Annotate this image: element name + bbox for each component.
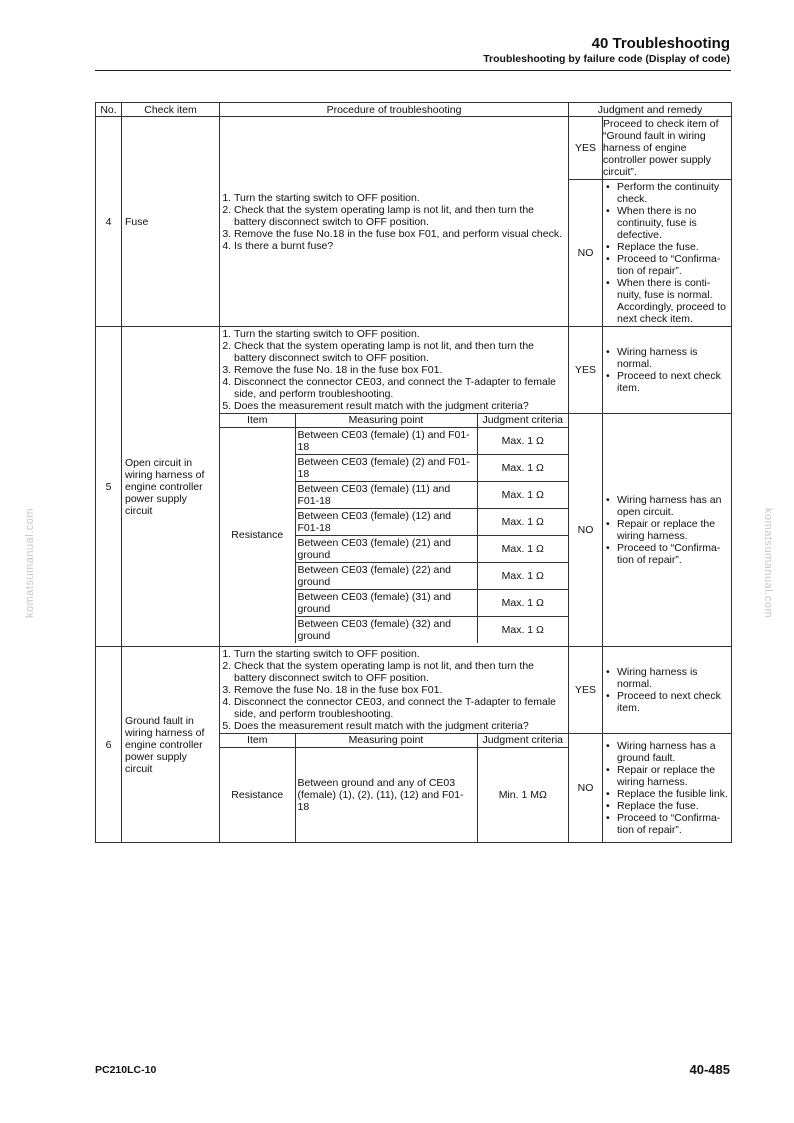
measuring-point: Between CE03 (female) (21) and ground [295, 535, 477, 562]
measuring-point: Between CE03 (female) (11) and F01-18 [295, 481, 477, 508]
measurement-header-row [220, 414, 568, 427]
row5-no-label: NO [569, 414, 603, 647]
table-row-5 [96, 327, 732, 414]
row6-no-label: NO [569, 734, 603, 843]
row5-no-remedy [603, 414, 732, 647]
row5-step: 1. Turn the starting switch to OFF position. [234, 328, 566, 340]
measurement-header-item: Item [220, 414, 295, 427]
row5-measurement-table-cell [220, 414, 569, 647]
row4-step: 3. Remove the fuse No.18 in the fuse box F01, and perform visual check. [234, 228, 566, 240]
measuring-point: Between CE03 (female) (32) and ground [295, 616, 477, 643]
header-rule [95, 70, 731, 71]
measurement-item: Resistance [220, 427, 295, 643]
remedy-item: • Wiring harness is normal. [617, 346, 729, 370]
measuring-point: Between CE03 (female) (1) and F01-18 [295, 427, 477, 454]
remedy-item: • Replace the fuse. [617, 241, 729, 253]
remedy-item: • Repair or replace the wiring harness. [617, 518, 729, 542]
row6-step: 3. Remove the fuse No. 18 in the fuse box F01. [234, 684, 566, 696]
judgment-criteria: Max. 1 Ω [477, 562, 568, 589]
row4-yes-remedy: Proceed to check item of “Ground fault in wiring harness of engine controller power supply circuit”. [603, 117, 732, 180]
row4-procedure [220, 117, 569, 327]
row4-no-label: NO [569, 180, 603, 327]
row5-yes-remedy [603, 327, 732, 414]
section-subtitle: Troubleshooting by failure code (Display of code) [483, 53, 730, 65]
row5-no: 5 [96, 327, 122, 647]
remedy-item: • Wiring harness is normal. [617, 666, 729, 690]
remedy-item: • Proceed to “Confirma-tion of repair”. [617, 253, 729, 277]
row6-yes-remedy [603, 647, 732, 734]
table-header-row [96, 103, 732, 117]
judgment-criteria: Max. 1 Ω [477, 427, 568, 454]
measuring-point: Between CE03 (female) (12) and F01-18 [295, 508, 477, 535]
row4-no-remedy [603, 180, 732, 327]
row6-yes-label: YES [569, 647, 603, 734]
remedy-item: • When there is conti-nuity, fuse is normal. Accordingly, proceed to next check item. [617, 277, 729, 325]
measuring-point: Between ground and any of CE03 (female) (1), (2), (11), (12) and F01-18 [295, 747, 477, 842]
remedy-item: • Proceed to “Confirma-tion of repair”. [617, 812, 729, 836]
measurement-item: Resistance [220, 747, 295, 842]
row6-procedure [220, 647, 569, 734]
row4-step: 2. Check that the system operating lamp is not lit, and then turn the battery disconnect switch to OFF position. [234, 204, 566, 228]
remedy-item: • Replace the fuse. [617, 800, 729, 812]
measurement-header-item: Item [220, 734, 295, 747]
remedy-item: • Proceed to next check item. [617, 370, 729, 394]
section-title: 40 Troubleshooting [591, 35, 730, 52]
row5-procedure [220, 327, 569, 414]
remedy-item: • Wiring harness has a ground fault. [617, 740, 729, 764]
table-row-4 [96, 117, 732, 180]
measuring-point: Between CE03 (female) (22) and ground [295, 562, 477, 589]
row4-no: 4 [96, 117, 122, 327]
judgment-criteria: Max. 1 Ω [477, 454, 568, 481]
header-procedure: Procedure of troubleshooting [220, 103, 569, 117]
remedy-item: • Replace the fusible link. [617, 788, 729, 800]
measurement-row [220, 747, 568, 842]
row6-check-item: Ground fault in wiring harness of engine controller power supply circuit [122, 647, 220, 843]
row6-no: 6 [96, 647, 122, 843]
row5-step: 3. Remove the fuse No. 18 in the fuse box F01. [234, 364, 566, 376]
row6-step: 4. Disconnect the connector CE03, and connect the T-adapter to female side, and perform troubleshooting. [234, 696, 566, 720]
row6-no-remedy [603, 734, 732, 843]
judgment-criteria: Max. 1 Ω [477, 508, 568, 535]
remedy-item: • Proceed to “Confirma-tion of repair”. [617, 542, 729, 566]
watermark-left: komatsumanual.com [24, 508, 36, 618]
table-row-6 [96, 647, 732, 734]
remedy-item: • Proceed to next check item. [617, 690, 729, 714]
judgment-criteria: Min. 1 MΩ [498, 788, 547, 801]
row5-check-item: Open circuit in wiring harness of engine controller power supply circuit [122, 327, 220, 647]
judgment-criteria: Max. 1 Ω [501, 623, 544, 636]
measurement-header-point: Measuring point [295, 414, 477, 427]
measurement-header-criteria: Judgment criteria [477, 414, 568, 427]
footer-page-number: 40-485 [689, 1062, 730, 1077]
troubleshooting-table [95, 102, 732, 843]
row5-step: 2. Check that the system operating lamp is not lit, and then turn the battery disconnect switch to OFF position. [234, 340, 566, 364]
remedy-item: • When there is no continuity, fuse is defective. [617, 205, 729, 241]
row5-step: 5. Does the measurement result match with the judgment criteria? [234, 400, 566, 412]
row4-step: 1. Turn the starting switch to OFF position. [234, 192, 566, 204]
row6-measurement-table [220, 734, 568, 842]
header-judgment: Judgment and remedy [569, 103, 732, 117]
row6-step: 5. Does the measurement result match with the judgment criteria? [234, 720, 566, 732]
row5-step: 4. Disconnect the connector CE03, and connect the T-adapter to female side, and perform troubleshooting. [234, 376, 566, 400]
row5-yes-label: YES [569, 327, 603, 414]
row4-yes-label: YES [569, 117, 603, 180]
row6-step: 2. Check that the system operating lamp is not lit, and then turn the battery disconnect switch to OFF position. [234, 660, 566, 684]
measuring-point: Between CE03 (female) (2) and F01-18 [295, 454, 477, 481]
header-check-item: Check item [122, 103, 220, 117]
footer-model: PC210LC-10 [95, 1064, 157, 1076]
remedy-item: • Perform the continuity check. [617, 181, 729, 205]
measurement-header-point: Measuring point [295, 734, 477, 747]
judgment-criteria: Max. 1 Ω [477, 535, 568, 562]
measurement-header-criteria: Judgment criteria [477, 734, 568, 747]
remedy-item: • Wiring harness has an open circuit. [617, 494, 729, 518]
remedy-item: • Repair or replace the wiring harness. [617, 764, 729, 788]
measuring-point: Between CE03 (female) (31) and ground [295, 589, 477, 616]
measurement-row [220, 427, 568, 454]
header-no: No. [96, 103, 122, 117]
row4-check-item: Fuse [122, 117, 220, 327]
row5-measurement-table [220, 414, 568, 643]
judgment-criteria: Max. 1 Ω [477, 481, 568, 508]
row4-step: 4. Is there a burnt fuse? [234, 240, 566, 252]
judgment-criteria: Max. 1 Ω [477, 589, 568, 616]
measurement-header-row [220, 734, 568, 747]
watermark-right: komatsumanual.com [762, 508, 774, 618]
row6-step: 1. Turn the starting switch to OFF position. [234, 648, 566, 660]
row6-measurement-table-cell [220, 734, 569, 843]
